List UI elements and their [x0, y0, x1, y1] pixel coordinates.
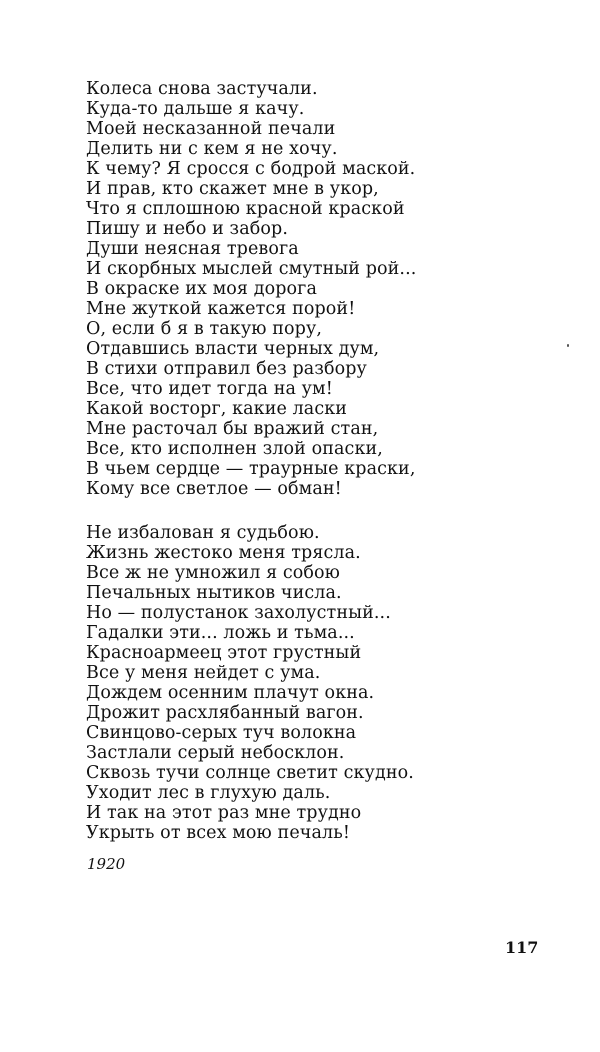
- poem-line: Красноармеец этот грустный: [86, 643, 362, 663]
- poem-line: В стихи отправил без разбору: [86, 359, 367, 379]
- poem-line: Свинцово-серых туч волокна: [86, 723, 357, 743]
- poem-line: Печальных нытиков числа.: [86, 583, 342, 603]
- poem-line: Куда-то дальше я качу.: [86, 99, 305, 119]
- poem-line: Души неясная тревога: [86, 239, 299, 259]
- poem-line: В окраске их моя дорога: [86, 279, 317, 299]
- poem-line: Но — полустанок захолустный...: [86, 603, 391, 623]
- poem-line: Жизнь жестоко меня трясла.: [86, 543, 361, 563]
- poem-line: Моей несказанной печали: [86, 119, 336, 139]
- page-number: 117: [505, 938, 539, 957]
- poem-line: Сквозь тучи солнце светит скудно.: [86, 763, 414, 783]
- poem-line: Дождем осенним плачут окна.: [86, 683, 375, 703]
- poem-date: 1920: [87, 855, 126, 873]
- poem-line: Мне жуткой кажется порой!: [86, 299, 356, 319]
- poem-line: В чьем сердце — траурные краски,: [86, 459, 416, 479]
- poem-line: Что я сплошною красной краской: [86, 199, 405, 219]
- poem-line: Делить ни с кем я не хочу.: [86, 139, 338, 159]
- poem-line: Мне расточал бы вражий стан,: [86, 419, 379, 439]
- poem-line: Отдавшись власти черных дум,: [86, 339, 380, 359]
- poem-line: Колеса снова застучали.: [86, 79, 318, 99]
- poem-line: Укрыть от всех мою печаль!: [86, 823, 350, 843]
- poem-line: Кому все светлое — обман!: [86, 479, 342, 499]
- poem-line: Дрожит расхлябанный вагон.: [86, 703, 364, 723]
- poem-line: Не избалован я судьбою.: [86, 523, 320, 543]
- poem-line: И так на этот раз мне трудно: [86, 803, 362, 823]
- stanza-1: [86, 79, 416, 499]
- poem-line: Застлали серый небосклон.: [86, 743, 345, 763]
- poem-line: Уходит лес в глухую даль.: [86, 783, 331, 803]
- poem-line: Какой восторг, какие ласки: [86, 399, 348, 419]
- poem-line: Гадалки эти... ложь и тьма...: [86, 623, 355, 643]
- stanza-2: [86, 523, 414, 843]
- poem-line: Все, что идет тогда на ум!: [86, 379, 333, 399]
- poem-line: Все ж не умножил я собою: [86, 563, 341, 583]
- poem-line: Пишу и небо и забор.: [86, 219, 288, 239]
- poem-line: И прав, кто скажет мне в укор,: [86, 179, 379, 199]
- print-speck: [567, 344, 569, 347]
- poem-line: Все у меня нейдет с ума.: [86, 663, 321, 683]
- poem-line: И скорбных мыслей смутный рой...: [86, 259, 417, 279]
- poem-line: О, если б я в такую пору,: [86, 319, 322, 339]
- poem-line: Все, кто исполнен злой опаски,: [86, 439, 383, 459]
- poem-line: К чему? Я сросся с бодрой маской.: [86, 159, 416, 179]
